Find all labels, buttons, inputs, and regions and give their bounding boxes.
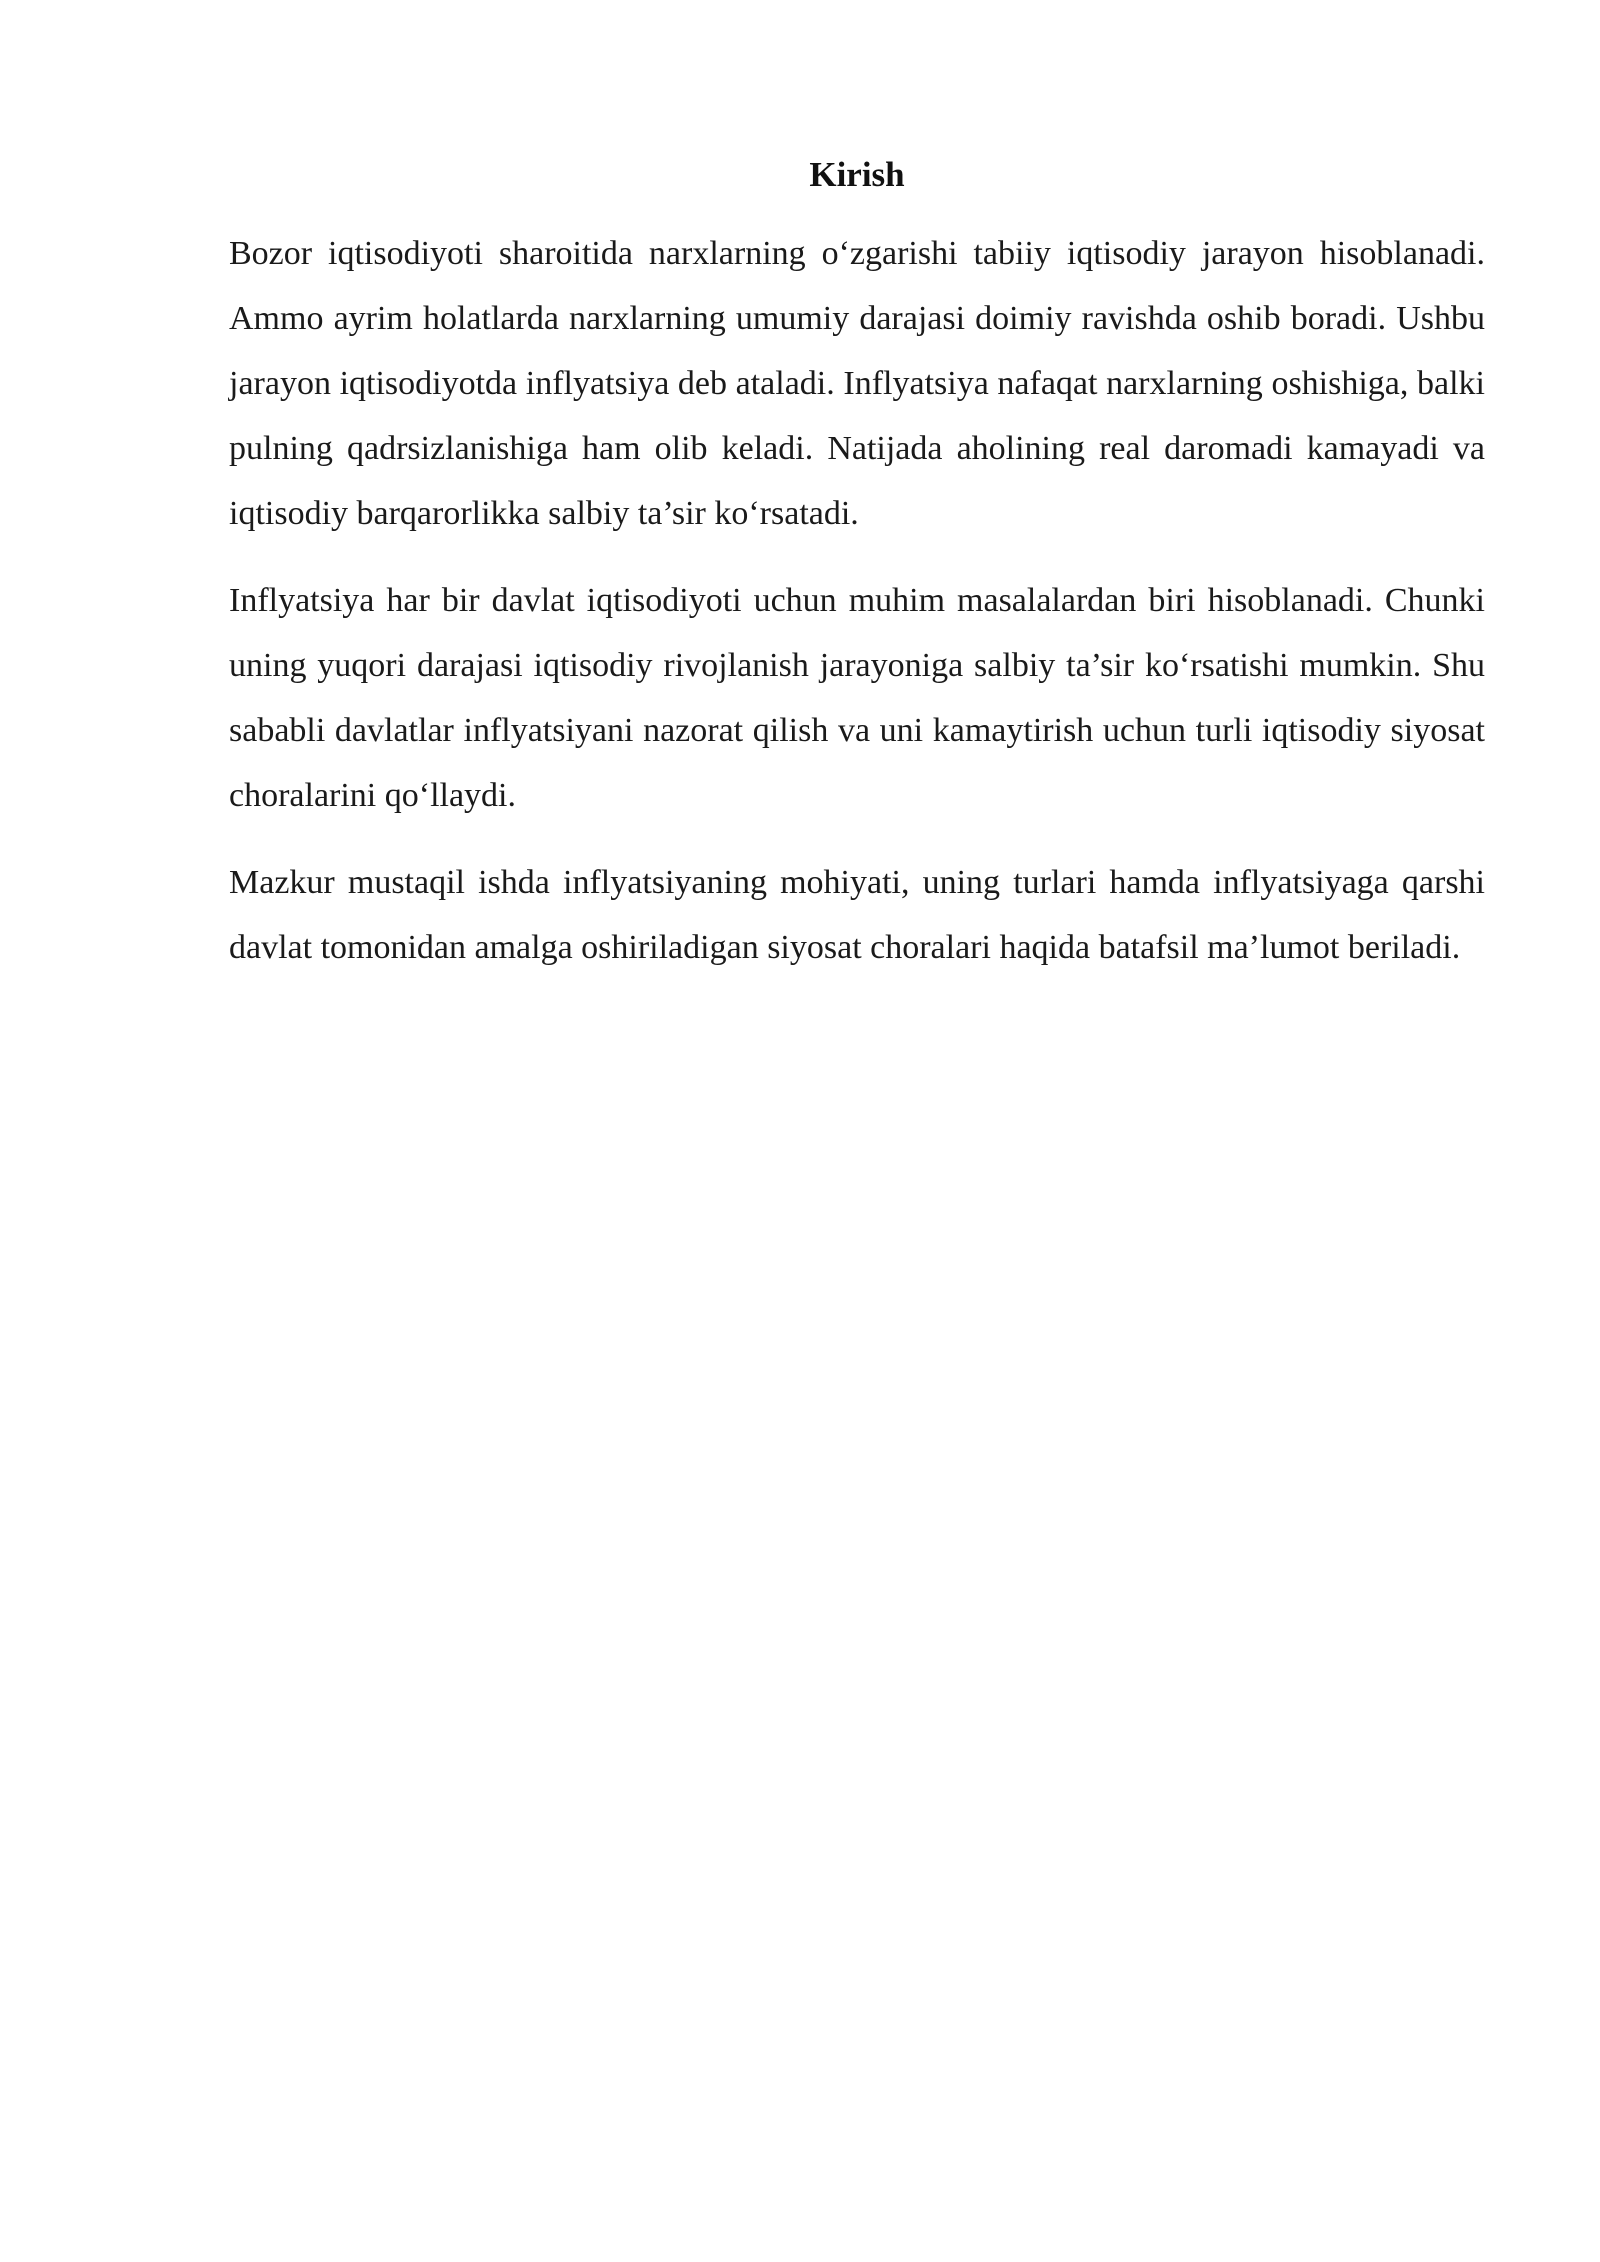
paragraph-1: Bozor iqtisodiyoti sharoitida narxlarning o‘zgarishi tabiiy iqtisodiy jarayon hisoblanadi. Ammo ayrim holatlarda narxlarning umumiy darajasi doimiy ravishda oshib boradi. Ushbu jarayon iqtisodiyotda inflyatsiya deb ataladi. Inflyatsiya nafaqat narxlarning oshishiga, balki pulning qadrsizlanishiga ham olib keladi. Natijada aholining real daromadi kamayadi va iqtisodiy barqarorlikka salbiy ta’sir ko‘rsatadi. <box>229 235 1485 532</box>
section-title: Kirish <box>809 155 905 194</box>
paragraph-3: Mazkur mustaqil ishda inflyatsiyaning mohiyati, uning turlari hamda inflyatsiyaga qarshi davlat tomonidan amalga oshiriladigan siyosat choralari haqida batafsil ma’lumot beriladi. <box>229 864 1485 966</box>
page-content <box>229 150 1485 1002</box>
paragraph-2: Inflyatsiya har bir davlat iqtisodiyoti uchun muhim masalalardan biri hisoblanadi. Chunki uning yuqori darajasi iqtisodiy rivojlanish jarayoniga salbiy ta’sir ko‘rsatishi mumkin. Shu sababli davlatlar inflyatsiyani nazorat qilish va uni kamaytirish uchun turli iqtisodiy siyosat choralarini qo‘llaydi. <box>229 582 1485 814</box>
